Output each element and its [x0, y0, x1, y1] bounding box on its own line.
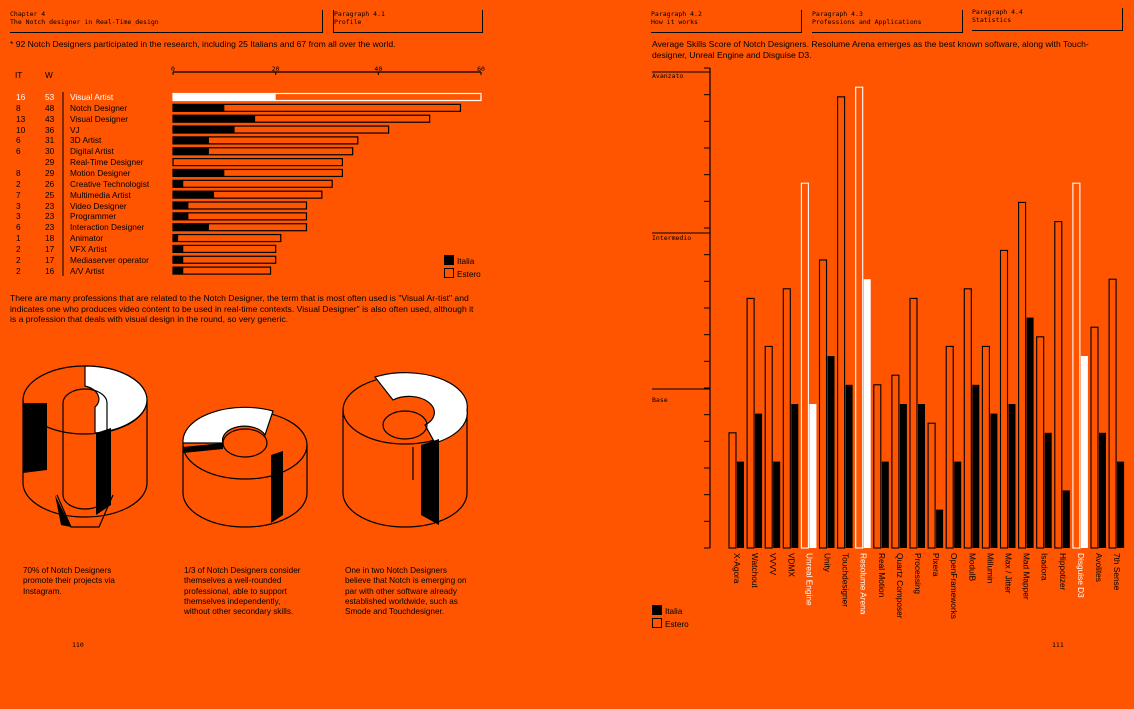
bar-italia-unity — [828, 356, 835, 548]
bar-estero-vfx-artist — [173, 245, 276, 252]
it-count: 13 — [16, 113, 26, 124]
bar-italia-a-v-artist — [173, 267, 183, 274]
legend-right-estero-label: Estero — [665, 620, 689, 630]
bar-italia-unreal-engine — [809, 404, 816, 548]
bar-italia-quartz-composer — [900, 404, 907, 548]
it-count: 6 — [16, 146, 21, 157]
legend-italia — [444, 255, 481, 267]
bar-estero-x-agora — [729, 433, 736, 548]
bar-italia-watchout — [755, 414, 762, 548]
it-count: 8 — [16, 102, 21, 113]
category-label: Unreal Engine — [804, 553, 815, 606]
bar-estero-openframeworks — [946, 346, 953, 548]
bar-estero-programmer — [173, 213, 306, 220]
it-count: 1 — [16, 233, 21, 244]
bar-estero-real-time-designer — [173, 159, 342, 166]
w-count: 43 — [45, 113, 55, 124]
profession-label: Animator — [70, 233, 104, 244]
bar-italia-vj — [173, 126, 235, 133]
bar-estero-vvvv — [765, 346, 772, 548]
bar-italia-real-motion — [882, 462, 889, 548]
profession-label: Creative Technologist — [70, 178, 150, 189]
category-label: Mad Mapper — [1021, 553, 1032, 600]
x-tick-label: 0 — [171, 65, 175, 73]
header-chapter-line1: Chapter 4 — [10, 10, 46, 18]
header-p43-line1: Paragraph 4.3 — [812, 10, 863, 18]
category-label: VVVV — [768, 553, 779, 576]
w-count: 30 — [45, 146, 55, 157]
it-count: 2 — [16, 243, 21, 254]
left-legend — [444, 255, 481, 281]
bar-italia-openframeworks — [954, 462, 961, 548]
legend-italia-label: Italia — [457, 257, 475, 266]
bar-estero-creative-technologist — [173, 180, 332, 187]
w-count: 26 — [45, 178, 55, 189]
category-label: Isadora — [1039, 553, 1050, 581]
w-count: 48 — [45, 102, 55, 113]
bar-estero-watchout — [747, 298, 754, 548]
bar-italia-interaction-designer — [173, 224, 209, 231]
it-count: 8 — [16, 167, 21, 178]
bar-italia-modulb — [972, 385, 979, 548]
profession-label: Real-Time Designer — [70, 157, 144, 168]
header-p44-line2: Statistics — [972, 16, 1012, 24]
header-p42-line1: Paragraph 4.2 — [651, 10, 702, 18]
bar-estero-touchdesigner — [838, 97, 845, 548]
bar-estero-pixera — [928, 423, 935, 548]
bar-estero-vdmx — [783, 289, 790, 548]
bar-estero-real-motion — [874, 385, 881, 548]
x-tick-label: 60 — [477, 65, 485, 73]
it-count: 6 — [16, 135, 21, 146]
bar-estero-modulb — [964, 289, 971, 548]
category-label: Avolites — [1094, 553, 1104, 582]
header-p41-line1: Paragraph 4.1 — [334, 10, 385, 18]
w-count: 29 — [45, 167, 55, 178]
bar-italia-3d-artist — [173, 137, 209, 144]
w-count: 17 — [45, 254, 55, 265]
bar-italia-x-agora — [737, 462, 744, 548]
bar-estero-video-designer — [173, 202, 306, 209]
profession-label: Mediaserver operator — [70, 254, 149, 265]
it-count: 6 — [16, 222, 21, 233]
it-count: 16 — [16, 92, 26, 102]
header-p43-line2: Professions and Applications — [812, 18, 922, 26]
bar-estero-quartz-composer — [892, 375, 899, 548]
w-count: 23 — [45, 200, 55, 211]
bar-italia-vvvv — [773, 462, 780, 548]
profession-label: Digital Artist — [70, 146, 114, 157]
donut-illustrations — [0, 355, 520, 555]
bar-estero-isadora — [1037, 337, 1044, 548]
bar-estero-animator — [173, 235, 281, 242]
w-count: 31 — [45, 135, 55, 146]
bar-italia-touchdesigner — [846, 385, 853, 548]
bar-italia-resolume-arena — [864, 279, 871, 548]
category-label: OpenFrameworks — [949, 553, 960, 619]
profession-label: 3D Artist — [70, 135, 102, 146]
bar-italia-processing — [918, 404, 925, 548]
bar-italia-avolites — [1099, 433, 1106, 548]
bar-estero-unity — [820, 260, 827, 548]
legend-right-italia — [652, 605, 689, 617]
bar-italia-digital-artist — [173, 148, 209, 155]
bar-estero-mad-mapper — [1019, 202, 1026, 548]
footnote: * 92 Notch Designers participated in the research, including 25 Italians and 67 from all over the world. — [10, 39, 396, 49]
profession-label: Motion Designer — [70, 167, 131, 178]
bar-estero-7th-sense — [1109, 279, 1116, 548]
bar-italia-millumin — [990, 414, 997, 548]
profession-label: Interaction Designer — [70, 222, 145, 233]
legend-right-italia-swatch — [652, 605, 662, 615]
donut-instagram — [23, 366, 147, 527]
bar-estero-a-v-artist — [173, 267, 271, 274]
x-tick-label: 40 — [374, 65, 383, 73]
w-count: 16 — [45, 265, 55, 276]
category-label: Touchdesigner — [840, 553, 851, 607]
legend-estero — [444, 268, 481, 280]
bar-italia-motion-designer — [173, 169, 224, 176]
bar-italia-vdmx — [791, 404, 798, 548]
skills-bar-chart — [567, 0, 1134, 709]
level-base: Base — [652, 396, 668, 404]
profession-label: Programmer — [70, 211, 117, 222]
category-label: Quartz Composer — [894, 553, 905, 619]
bar-italia-max-jitter — [1009, 404, 1016, 548]
profession-label: Visual Designer — [70, 113, 128, 124]
x-tick-label: 20 — [271, 65, 280, 73]
profession-label: Multimedia Artist — [70, 189, 131, 200]
category-label: Unity — [822, 553, 833, 572]
bar-estero-mediaserver-operator — [173, 256, 276, 263]
legend-right-estero-swatch — [652, 618, 662, 628]
legend-estero-swatch — [444, 268, 454, 278]
it-count: 2 — [16, 254, 21, 265]
bar-estero-resolume-arena — [856, 87, 863, 548]
bar-italia-mediaserver-operator — [173, 256, 183, 263]
w-count: 23 — [45, 211, 55, 222]
profession-label: Video Designer — [70, 200, 127, 211]
bar-estero-avolites — [1091, 327, 1098, 548]
profession-label: A/V Artist — [70, 265, 105, 276]
it-count: 7 — [16, 189, 21, 200]
body-text: There are many professions that are related to the Notch Designer, the term that is most often used is "Visual Ar-tist" and indicates one who produces video content to be used in real-time contexts. Visual Designer" is also often used, although it is a profession that deals with visual design in the round, so very generic. — [10, 293, 474, 324]
legend-estero-label: Estero — [457, 270, 481, 280]
header-p44-line1: Paragraph 4.4 — [972, 8, 1023, 16]
donut-emerging — [343, 373, 467, 527]
col-header-it: IT — [15, 70, 23, 80]
donut-professional — [183, 407, 307, 527]
bar-italia-pixera — [936, 510, 943, 548]
category-label: Max / Jitter — [1003, 553, 1014, 594]
w-count: 36 — [45, 124, 55, 135]
category-label: Millumin — [985, 553, 996, 584]
bar-italia-vfx-artist — [173, 245, 183, 252]
it-count: 3 — [16, 200, 21, 211]
bar-estero-disguise-d3 — [1073, 183, 1080, 548]
w-count: 18 — [45, 233, 55, 244]
page-number-right: 111 — [1052, 641, 1064, 649]
bar-italia-animator — [173, 235, 178, 242]
category-label: Real Motion — [876, 553, 887, 598]
category-label: ModulB — [967, 553, 978, 582]
it-count: 2 — [16, 178, 21, 189]
legend-italia-swatch — [444, 255, 454, 265]
category-label: VDMX — [786, 553, 797, 577]
profession-label: VJ — [70, 124, 80, 135]
bar-italia-visual-artist — [173, 94, 276, 101]
profession-label: Visual Artist — [70, 92, 114, 102]
bar-italia-hippotizer — [1063, 490, 1070, 548]
w-count: 25 — [45, 189, 55, 200]
it-count: 3 — [16, 211, 21, 222]
bar-italia-visual-designer — [173, 115, 255, 122]
bar-italia-7th-sense — [1117, 462, 1124, 548]
bar-italia-video-designer — [173, 202, 188, 209]
bar-italia-notch-designer — [173, 104, 224, 111]
profession-label: VFX Artist — [70, 243, 107, 254]
w-count: 23 — [45, 222, 55, 233]
header-p42-line2: How it works — [651, 18, 698, 26]
bar-italia-isadora — [1045, 433, 1052, 548]
page-number-left: 110 — [72, 641, 84, 649]
right-intro: Average Skills Score of Notch Designers. Resolume Arena emerges as the best known software, along with Touch-designer, Unreal Engine and Disguise D3. — [652, 39, 1089, 60]
category-label: 7th Sense — [1112, 553, 1123, 591]
right-legend — [652, 605, 689, 631]
bar-estero-max-jitter — [1001, 250, 1008, 548]
level-avanzato: Avanzato — [652, 72, 684, 80]
category-label: Hippotizer — [1057, 553, 1068, 591]
caption-instagram: 70% of Notch Designers promote their projects via Instagram. — [23, 566, 115, 596]
bar-italia-disguise-d3 — [1081, 356, 1088, 548]
w-count: 29 — [45, 157, 55, 168]
legend-right-estero — [652, 618, 689, 630]
caption-professional: 1/3 of Notch Designers consider themselves a well-rounded professional, able to support themselves independently, without other secondary skills. — [184, 566, 301, 617]
bar-italia-multimedia-artist — [173, 191, 214, 198]
col-header-w: W — [45, 70, 53, 80]
it-count: 2 — [16, 265, 21, 276]
level-intermedio: Intermedio — [652, 234, 692, 242]
bar-estero-hippotizer — [1055, 222, 1062, 548]
category-label: Processing — [913, 553, 923, 595]
profession-label: Notch Designer — [70, 102, 128, 113]
w-count: 53 — [45, 92, 55, 102]
bar-italia-programmer — [173, 213, 188, 220]
it-count: 10 — [16, 124, 26, 135]
legend-right-italia-label: Italia — [665, 607, 683, 616]
bar-estero-millumin — [982, 346, 989, 548]
bar-estero-processing — [910, 298, 917, 548]
category-label: Disguise D3 — [1075, 553, 1086, 598]
category-label: Resolume Arena — [858, 553, 869, 615]
bar-italia-creative-technologist — [173, 180, 183, 187]
bar-estero-unreal-engine — [801, 183, 808, 548]
category-label: Watchout — [750, 553, 761, 588]
bar-italia-mad-mapper — [1027, 318, 1034, 548]
category-label: X-Agora — [732, 553, 742, 584]
w-count: 17 — [45, 243, 55, 254]
header-chapter-line2: The Notch designer in Real-Time design — [10, 18, 159, 26]
category-label: Pixera — [931, 553, 942, 577]
header-p41-line2: Profile — [334, 18, 362, 26]
caption-emerging: One in two Notch Designers believe that Notch is emerging on par with other software already established worldwide, such as Smode and Touchdesigner. — [345, 566, 467, 617]
